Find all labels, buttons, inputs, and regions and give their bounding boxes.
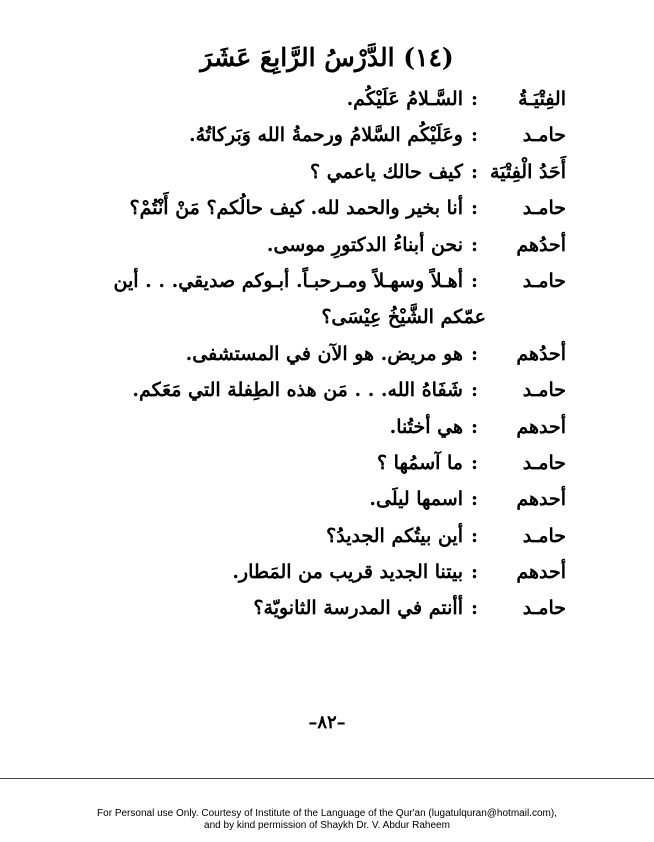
speaker-name: أحدُهم [516,233,566,256]
colon-separator: : [470,597,478,620]
utterance: ما آسمُها ؟ [376,451,463,474]
speaker-name: حامـد [522,269,566,292]
colon-separator: : [470,233,478,256]
page-number: –٨٢– [308,712,346,733]
dialogue-line [66,197,566,233]
utterance: كيف حالك ياعمي ؟ [310,160,463,183]
utterance: اسمها ليلَى. [369,488,463,511]
colon-separator: : [470,451,478,474]
speaker-name: حامـد [522,451,566,474]
utterance: السَّـلامُ عَلَيْكُم. [346,88,463,110]
colon-separator: : [470,488,478,511]
speaker-name: حامـد [522,124,566,147]
dialogue-line [66,270,566,306]
dialogue-line [66,561,566,597]
dialogue-line [66,124,566,160]
speaker-name: حامـد [522,197,566,220]
dialogue-line [66,234,566,270]
dialogue-line [66,452,566,488]
colon-separator: : [470,415,478,438]
colon-separator: : [470,124,478,147]
dialogue-line [66,88,566,124]
colon-separator: : [470,269,478,292]
utterance: أنا بخير والحمد لله. كيف حالُكم؟ مَنْ أَنْتُمْ؟ [129,197,463,220]
utterance: شَفَاهُ الله. . . مَن هذه الطِفلة التي مَعَكم. [132,379,463,402]
colon-separator: : [470,524,478,547]
colon-separator: : [470,561,478,584]
speaker-name: حامـد [522,597,566,620]
colon-separator: : [470,379,478,402]
footer-divider [0,778,654,779]
colon-separator: : [470,88,478,110]
utterance: أأنتم في المدرسة الثانويّة؟ [253,597,463,620]
speaker-name: حامـد [522,524,566,547]
colon-separator: : [470,342,478,365]
utterance: أين بيتُكم الجديدُ؟ [326,524,463,547]
speaker-name: أحدهم [516,488,566,511]
speaker-name: أَحَدُ الْفِتْيَة [490,160,566,183]
dialogue-line [66,161,566,197]
lesson-title: (١٤) الدَّرْسُ الرَّابِعَ عَشَرَ [200,43,454,72]
speaker-name: أحدُهم [516,342,566,365]
utterance: نحن أبناءُ الدكتورِ موسى. [266,233,463,256]
footer-line: and by kind permission of Shaykh Dr. V. Abdur Raheem [204,820,450,831]
dialogue-line [66,416,566,452]
speaker-name: الفِتْيَـةُ [518,88,566,110]
utterance-continuation: عمّكم الشَّيْخُ عِيْسَى؟ [321,306,486,329]
speaker-name: أحدهم [516,415,566,438]
colon-separator: : [470,160,478,183]
dialogue-line [66,597,566,633]
footer-line: For Personal use Only. Courtesy of Institute of the Language of the Qur'an (lugatulquran@hotmail.com), [97,808,557,819]
utterance: أهـلاً وسهـلاً ومـرحبـاً. أبـوكم صديقي. . . أين [113,269,463,292]
footer-credit [0,808,654,832]
utterance: هو مريض. هو الآن في المستشفى. [185,342,463,365]
colon-separator: : [470,197,478,220]
dialogue-line [66,488,566,524]
dialogue [66,88,566,634]
speaker-name: أحدهم [516,561,566,584]
dialogue-line [66,379,566,415]
dialogue-line [66,343,566,379]
dialogue-line [66,525,566,561]
speaker-name: حامـد [522,379,566,402]
utterance: بيتنا الجديد قريب من المَطار. [232,561,463,584]
utterance: هي أختُنا. [389,415,463,438]
utterance: وعَلَيْكُم السَّلامُ ورحمةُ الله وَبَركاتُهُ. [189,124,463,147]
